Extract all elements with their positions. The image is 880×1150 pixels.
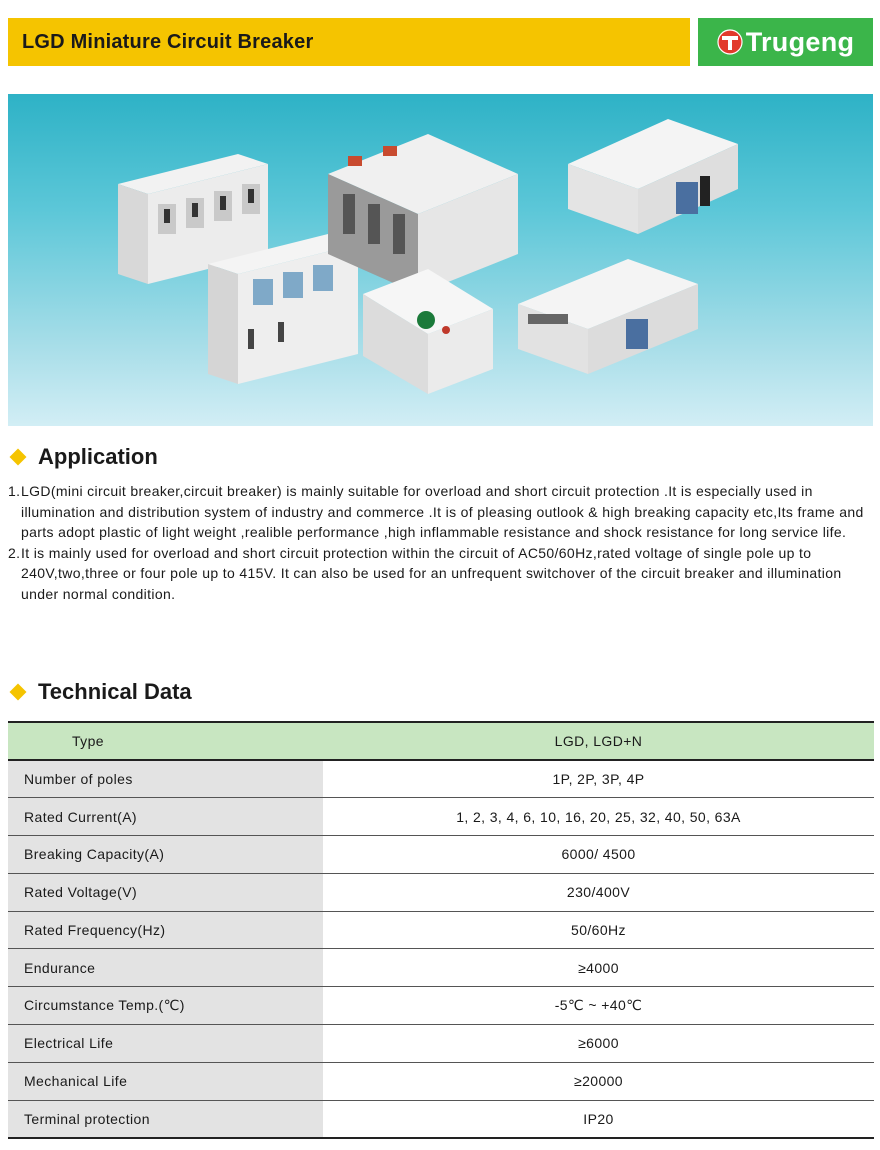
table-row — [8, 873, 874, 911]
table-row — [8, 836, 874, 874]
breaker-group-right — [518, 119, 738, 374]
row-value: ≥20000 — [323, 1062, 874, 1100]
technical-title: Technical Data — [38, 679, 192, 704]
table-row — [8, 949, 874, 987]
table-row — [8, 911, 874, 949]
row-value: 1, 2, 3, 4, 6, 10, 16, 20, 25, 32, 40, 50, 63A — [323, 798, 874, 836]
technical-data-table — [8, 721, 874, 1139]
brand-name: Trugeng — [745, 26, 855, 57]
table-row — [8, 798, 874, 836]
table-row — [8, 760, 874, 798]
row-label: Rated Voltage(V) — [8, 873, 323, 911]
diamond-bullet-icon — [10, 684, 27, 701]
page-title: LGD Miniature Circuit Breaker — [22, 30, 314, 53]
item-text: It is mainly used for overload and short circuit protection within the circuit of AC50/60Hz,rated voltage of single pole up to 240V,two,three or four pole up to 415V. It can also be used for an unfrequent switchover of the circuit breaker and illumination under normal condition. — [21, 544, 842, 602]
table-header-row — [8, 722, 874, 760]
table-row — [8, 987, 874, 1025]
row-label: Mechanical Life — [8, 1062, 323, 1100]
row-label: Rated Frequency(Hz) — [8, 911, 323, 949]
brand-badge — [698, 18, 873, 66]
row-label: Electrical Life — [8, 1025, 323, 1063]
row-label: Circumstance Temp.(℃) — [8, 987, 323, 1025]
row-value: IP20 — [323, 1100, 874, 1138]
row-value: ≥6000 — [323, 1025, 874, 1063]
application-list — [8, 481, 874, 605]
table-row — [8, 1062, 874, 1100]
row-label: Rated Current(A) — [8, 798, 323, 836]
table-row — [8, 1100, 874, 1138]
row-label: Terminal protection — [8, 1100, 323, 1138]
row-value: 6000/ 4500 — [323, 836, 874, 874]
item-text: LGD(mini circuit breaker,circuit breaker) is mainly suitable for overload and short circuit protection .It is especially used in illumination and distribution system of industry and commerce .It is of pleasing outlook & high breaking capacity etc,Its frame and parts adopt plastic of light weight ,realible performance ,high inflammable resistance and shock resistance for long service life. — [21, 483, 864, 541]
application-item-2 — [8, 543, 874, 605]
row-label: Number of poles — [8, 760, 323, 798]
breaker-group-left — [118, 154, 358, 384]
title-bar — [8, 18, 690, 66]
application-item-1 — [8, 481, 874, 543]
row-label: Breaking Capacity(A) — [8, 836, 323, 874]
row-label: Endurance — [8, 949, 323, 987]
row-value: 230/400V — [323, 873, 874, 911]
header-model-value: LGD, LGD+N — [323, 722, 874, 760]
breaker-group-middle — [328, 134, 518, 394]
item-number: 1. — [8, 483, 21, 499]
row-value: 1P, 2P, 3P, 4P — [323, 760, 874, 798]
application-title: Application — [38, 444, 158, 469]
application-heading — [8, 444, 158, 470]
table-row — [8, 1025, 874, 1063]
technical-heading — [8, 679, 192, 705]
row-value: 50/60Hz — [323, 911, 874, 949]
row-value: ≥4000 — [323, 949, 874, 987]
header-type-label: Type — [8, 722, 323, 760]
diamond-bullet-icon — [10, 449, 27, 466]
product-photo — [8, 94, 873, 426]
trugeng-logo-icon — [717, 29, 743, 55]
item-number: 2. — [8, 544, 21, 561]
row-value: -5℃ ~ +40℃ — [323, 987, 874, 1025]
